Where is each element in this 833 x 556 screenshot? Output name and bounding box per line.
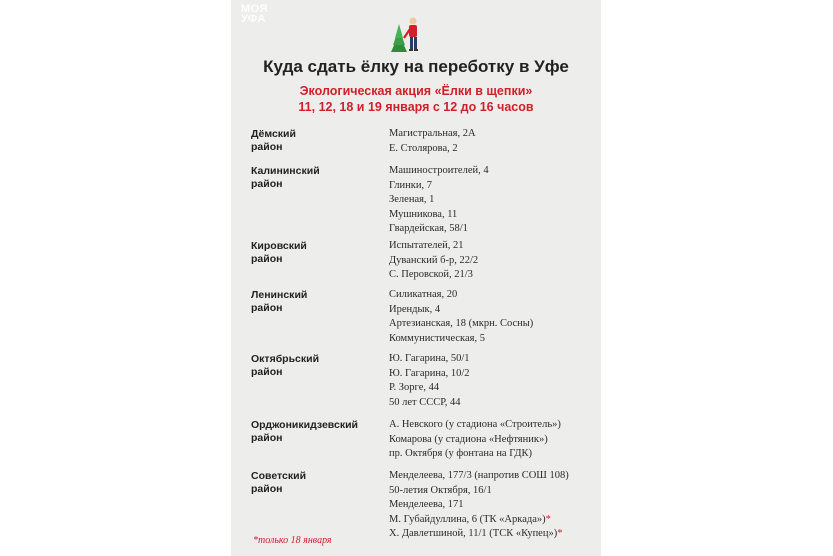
address: Ю. Гагарина, 50/1: [389, 353, 470, 364]
asterisk: *: [545, 513, 551, 525]
district-name: Дёмский район: [251, 128, 296, 153]
address: Е. Столярова, 2: [389, 142, 458, 154]
district-addresses: [389, 127, 599, 156]
address: 50-летия Октября, 16/1: [389, 484, 492, 496]
district-name: Орджоникидзевский район: [251, 419, 358, 444]
event-name: Экологическая акция «Ёлки в щепки»: [299, 84, 533, 98]
district-name: Ленинский район: [251, 289, 308, 314]
address: Силикатная, 20: [389, 289, 458, 300]
address: Глинки, 7: [389, 179, 432, 191]
address-with-note: М. Губайдуллина, 6 (ТК «Аркада»)*: [389, 513, 551, 525]
logo: МОЯ УФА: [241, 3, 268, 25]
district-addresses: [389, 164, 599, 237]
district-name: Калининский район: [251, 165, 320, 190]
poster: [231, 0, 601, 556]
district-addresses: [389, 418, 599, 462]
district-addresses: [389, 239, 599, 283]
address: Менделеева, 177/3 (напротив СОШ 108): [389, 470, 569, 481]
address: Магистральная, 2А: [389, 128, 476, 139]
district-addresses: [389, 352, 599, 410]
address: А. Невского (у стадиона «Строитель»): [389, 419, 561, 430]
address: Машиностроителей, 4: [389, 165, 489, 176]
district-name: Советский район: [251, 470, 307, 495]
address: Мушникова, 11: [389, 208, 458, 220]
address: Коммунистическая, 5: [389, 332, 485, 344]
person-carrying-tree-icon: [383, 12, 427, 56]
district-addresses: [389, 469, 599, 542]
address: Дуванский б-р, 22/2: [389, 254, 479, 266]
page-title: Куда сдать ёлку на переботку в Уфе: [263, 57, 569, 76]
district-addresses: [389, 288, 599, 346]
address: Ирендык, 4: [389, 303, 441, 315]
address: С. Перовской, 21/3: [389, 269, 473, 280]
address: Артезианская, 18 (мкрн. Сосны): [389, 318, 534, 329]
address: пр. Октября (у фонтана на ГДК): [389, 448, 533, 459]
address: Р. Зорге, 44: [389, 382, 440, 393]
address-with-note: Х. Давлетшиной, 11/1 (ТСК «Купец»)*: [389, 528, 563, 539]
event-dates: 11, 12, 18 и 19 января с 12 до 16 часов: [298, 100, 534, 114]
address: Испытателей, 21: [389, 240, 464, 251]
address: 50 лет СССР, 44: [389, 396, 461, 408]
address: Зеленая, 1: [389, 194, 435, 205]
address: Ю. Гагарина, 10/2: [389, 367, 470, 379]
address: Менделеева, 171: [389, 499, 464, 510]
asterisk: *: [557, 528, 563, 539]
district-name: Кировский район: [251, 240, 307, 265]
footnote: *только 18 января: [253, 535, 332, 546]
address: Комарова (у стадиона «Нефтяник»): [389, 433, 548, 445]
district-name: Октябрьский район: [251, 353, 320, 378]
address: Гвардейская, 58/1: [389, 223, 468, 234]
